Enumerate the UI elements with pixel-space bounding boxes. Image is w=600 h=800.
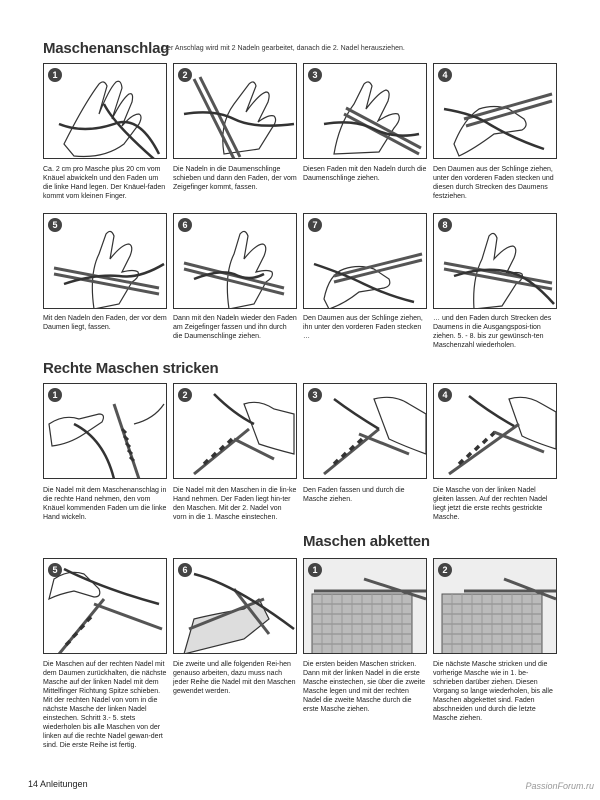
hand-needles-illustration [434, 64, 557, 159]
knit-step-4-caption: Die Masche von der linken Nadel gleiten lassen. Auf der rechten Nadel liegt jetzt die erste rechts gestrickte Masche. [433, 487, 548, 521]
cast-on-step-6-caption: Dann mit den Nadeln wieder den Faden am Zeigefinger fassen und ihn durch die Daumenschlinge ziehen. [173, 315, 297, 340]
knit-step-3-illustration [303, 383, 427, 479]
knit-step-5-illustration [43, 558, 167, 654]
step-number-badge: 8 [438, 218, 452, 232]
hands-knitting-illustration [44, 559, 167, 654]
cast-on-step-7-caption: Den Daumen aus der Schlinge ziehen, ihn unter den vorderen Faden stecken … [303, 315, 423, 340]
hands-knitting-illustration [434, 384, 557, 479]
step-number-badge: 1 [48, 388, 62, 402]
step-number-badge: 5 [48, 218, 62, 232]
watermark: PassionForum.ru [525, 781, 594, 791]
step-number-badge: 6 [178, 563, 192, 577]
knitted-fabric-illustration [304, 559, 427, 654]
hand-with-yarn-illustration [44, 64, 167, 159]
footer-label: Anleitungen [40, 779, 88, 789]
cast-on-step-8-caption: … und den Faden durch Strecken des Daumens in die Ausgangsposi-tion ziehen. 5. - 8. bis zur gewünsch-ten Maschenzahl wiederholen. [433, 315, 552, 349]
cast-on-step-2-illustration [173, 63, 297, 159]
cast-on-step-1-illustration [43, 63, 167, 159]
knit-step-6-caption: Die zweite und alle folgenden Rei-hen genauso arbeiten, dazu muss nach jeder Reihe die Nadel mit den Maschen gewendet werden. [173, 661, 296, 695]
step-number-badge: 5 [48, 563, 62, 577]
knit-step-4-illustration [433, 383, 557, 479]
section-title-cast-on: Maschenanschlag [43, 40, 170, 57]
step-number-badge: 2 [178, 68, 192, 82]
knit-step-1-caption: Die Nadel mit dem Maschenanschlag in die rechte Hand nehmen, den vom Knäuel kommenden Faden um die linke Hand wickeln. [43, 487, 167, 521]
page-number: 14 [28, 779, 39, 789]
page-footer [28, 779, 88, 789]
bind-off-step-1-caption: Die ersten beiden Maschen stricken. Dann mit der linken Nadel in die erste Masche einstechen, sie über die zweite Masche legen und mit der rechten Nadel die zweite Masche durch die erste Masche ziehen. [303, 661, 426, 713]
hand-needles-illustration [304, 64, 427, 159]
cast-on-step-7-illustration [303, 213, 427, 309]
hand-needles-illustration [174, 214, 297, 309]
cast-on-step-8-illustration [433, 213, 557, 309]
step-number-badge: 3 [308, 68, 322, 82]
knitted-fabric-illustration [434, 559, 557, 654]
step-number-badge: 4 [438, 388, 452, 402]
cast-on-step-5-caption: Mit den Nadeln den Faden, der vor dem Daumen liegt, fassen. [43, 315, 167, 331]
cast-on-step-6-illustration [173, 213, 297, 309]
hand-needles-illustration [304, 214, 427, 309]
knit-step-6-illustration [173, 558, 297, 654]
knit-step-2-caption: Die Nadel mit den Maschen in die lin-ke Hand nehmen. Der Faden liegt hin-ter den Maschen. Mit der 2. Nadel von vorn in die 1. Masche einstechen. [173, 487, 297, 521]
step-number-badge: 1 [48, 68, 62, 82]
knit-step-3-caption: Den Faden fassen und durch die Masche ziehen. [303, 487, 405, 503]
knit-step-1-illustration [43, 383, 167, 479]
bind-off-step-2-illustration [433, 558, 557, 654]
step-number-badge: 7 [308, 218, 322, 232]
cast-on-step-3-caption: Diesen Faden mit den Nadeln durch die Daumenschlinge ziehen. [303, 166, 427, 182]
hands-knitting-illustration [304, 384, 427, 479]
cast-on-step-3-illustration [303, 63, 427, 159]
hand-needles-illustration [44, 214, 167, 309]
step-number-badge: 2 [178, 388, 192, 402]
section-subtitle-cast-on: Der Anschlag wird mit 2 Nadeln gearbeitet, danach die 2. Nadel herausziehen. [162, 45, 405, 52]
cast-on-step-4-caption: Den Daumen aus der Schlinge ziehen, unter den vorderen Faden stecken und diesen durch Strecken des Daumens festziehen. [433, 166, 554, 200]
section-title-knit: Rechte Maschen stricken [43, 360, 219, 377]
bind-off-step-1-illustration [303, 558, 427, 654]
cast-on-step-4-illustration [433, 63, 557, 159]
step-number-badge: 3 [308, 388, 322, 402]
cast-on-step-2-caption: Die Nadeln in die Daumenschlinge schieben und dann den Faden, der vom Zeigefinger kommt, fassen. [173, 166, 297, 191]
section-title-bind-off: Maschen abketten [303, 533, 430, 550]
step-number-badge: 2 [438, 563, 452, 577]
bind-off-step-2-caption: Die nächste Masche stricken und die vorherige Masche wie in 1. be-schrieben darüber ziehen. Diesen Vorgang so lange wiederholen, bis alle Maschen abgekettet sind. Faden abschneiden und durch die letzte Masche ziehen. [433, 661, 553, 722]
hand-needles-illustration [174, 64, 297, 159]
hands-knitting-illustration [174, 384, 297, 479]
step-number-badge: 1 [308, 563, 322, 577]
cast-on-step-5-illustration [43, 213, 167, 309]
knitted-fabric-illustration [174, 559, 297, 654]
knit-step-5-caption: Die Maschen auf der rechten Nadel mit dem Daumen zurückhalten, die nächste Masche auf der linken Nadel mit dem Mittelfinger Richtung Spitze schieben. Mit der rechten Nadel von vorn in die nächste Masche der linken Nadel einstechen. Schritt 3.- 5. stets wiederholen bis alle Maschen von der linken auf die rechte Nadel gewan-dert sind. Die erste Reihe ist fertig. [43, 661, 167, 749]
hands-knitting-illustration [44, 384, 167, 479]
hand-needles-illustration [434, 214, 557, 309]
step-number-badge: 6 [178, 218, 192, 232]
step-number-badge: 4 [438, 68, 452, 82]
cast-on-step-1-caption: Ca. 2 cm pro Masche plus 20 cm vom Knäuel abwickeln und den Faden um die linke Hand legen. Der Knäuel-faden kommt vom kleinen Finger. [43, 166, 166, 200]
knit-step-2-illustration [173, 383, 297, 479]
